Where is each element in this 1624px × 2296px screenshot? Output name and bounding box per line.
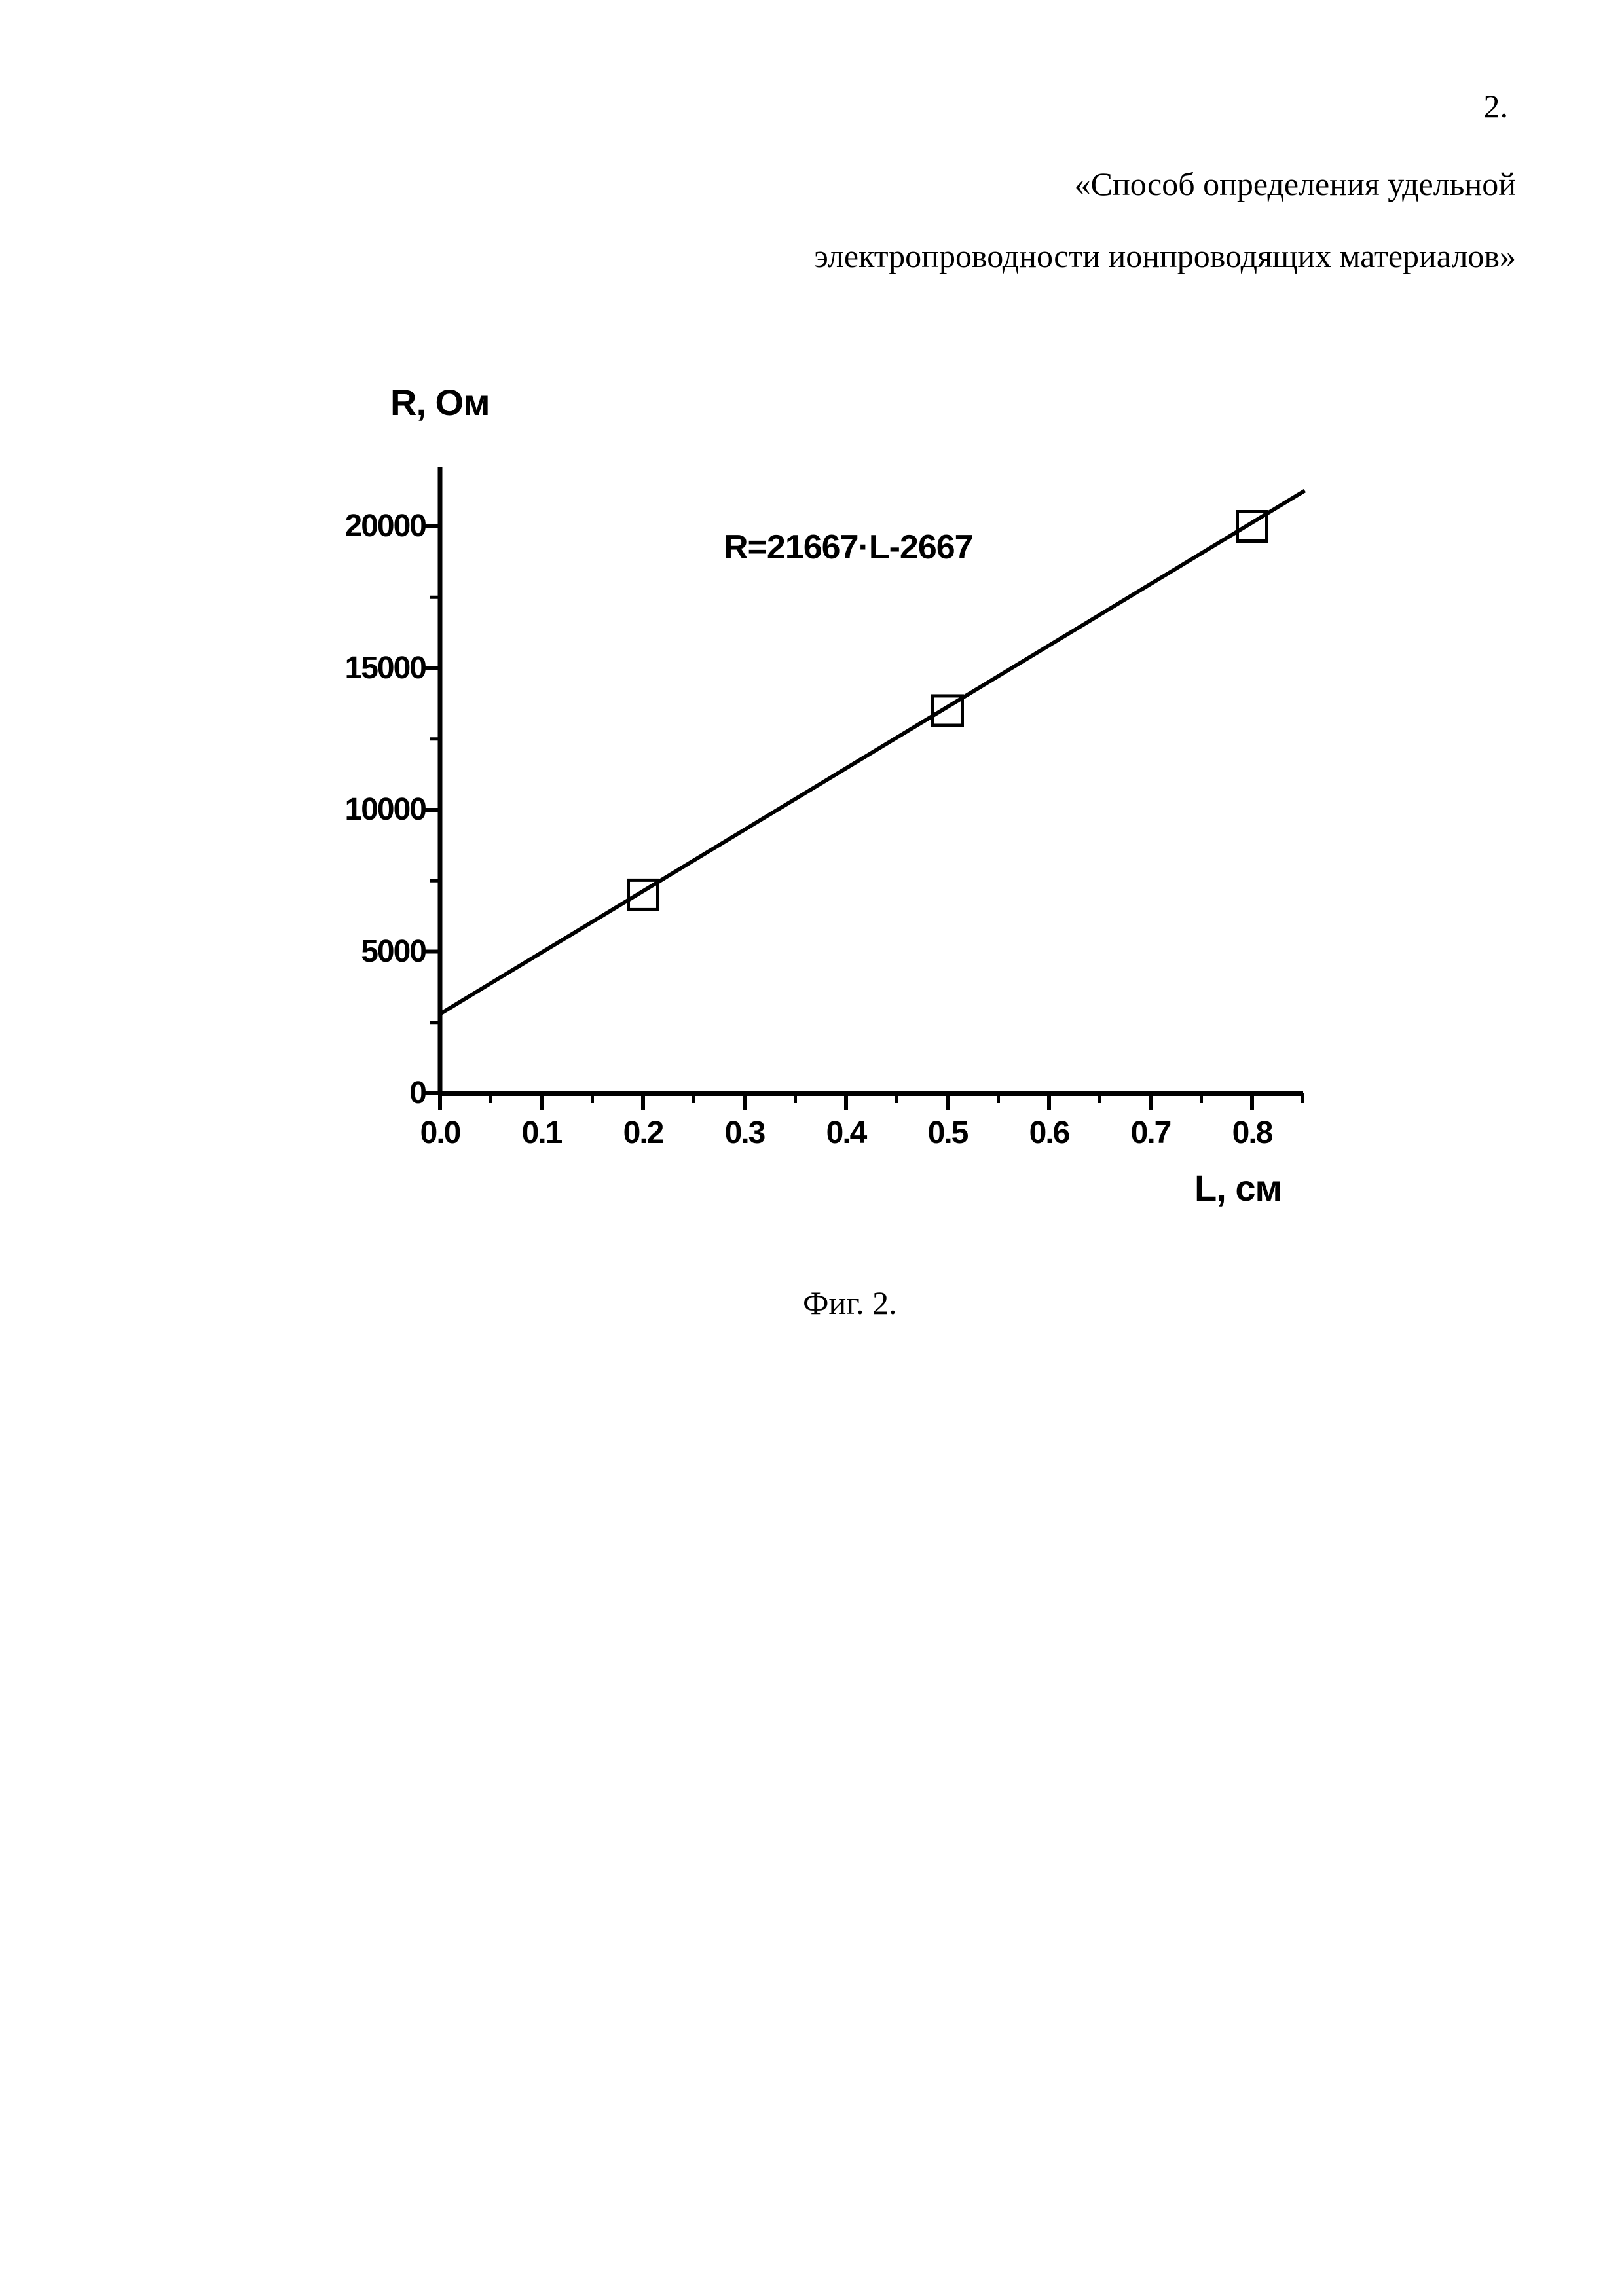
y-axis-title: R, Ом — [390, 382, 490, 423]
x-tick-label-0.1: 0.1 — [521, 1116, 562, 1150]
x-tick-label-0.4: 0.4 — [826, 1116, 866, 1150]
document-title-line1: «Способ определения удельной — [1074, 166, 1516, 202]
page-number: 2. — [1483, 88, 1508, 124]
x-tick-label-0.0: 0.0 — [420, 1116, 460, 1150]
x-tick-label-0.3: 0.3 — [724, 1116, 765, 1150]
document-title-line2: электропроводности ионпроводящих материалов» — [814, 238, 1516, 274]
x-tick-label-0.2: 0.2 — [623, 1116, 663, 1150]
figure-caption: Фиг. 2. — [803, 1285, 897, 1321]
fit-equation-label: R=21667·L-2667 — [724, 528, 973, 566]
x-axis-title: L, см — [1194, 1167, 1282, 1209]
y-tick-label-15000: 15000 — [344, 651, 426, 685]
plot-canvas — [367, 367, 1349, 1231]
fit-line — [440, 490, 1305, 1013]
y-tick-label-20000: 20000 — [344, 509, 426, 543]
x-tick-label-0.6: 0.6 — [1029, 1116, 1069, 1150]
x-tick-label-0.7: 0.7 — [1130, 1116, 1171, 1150]
y-tick-label-0: 0 — [409, 1076, 426, 1110]
y-tick-label-10000: 10000 — [344, 792, 426, 827]
figure-chart — [344, 367, 1349, 1231]
x-tick-label-0.8: 0.8 — [1232, 1116, 1272, 1150]
x-tick-label-0.5: 0.5 — [927, 1116, 968, 1150]
y-tick-label-5000: 5000 — [361, 934, 426, 969]
document-title — [814, 148, 1516, 292]
